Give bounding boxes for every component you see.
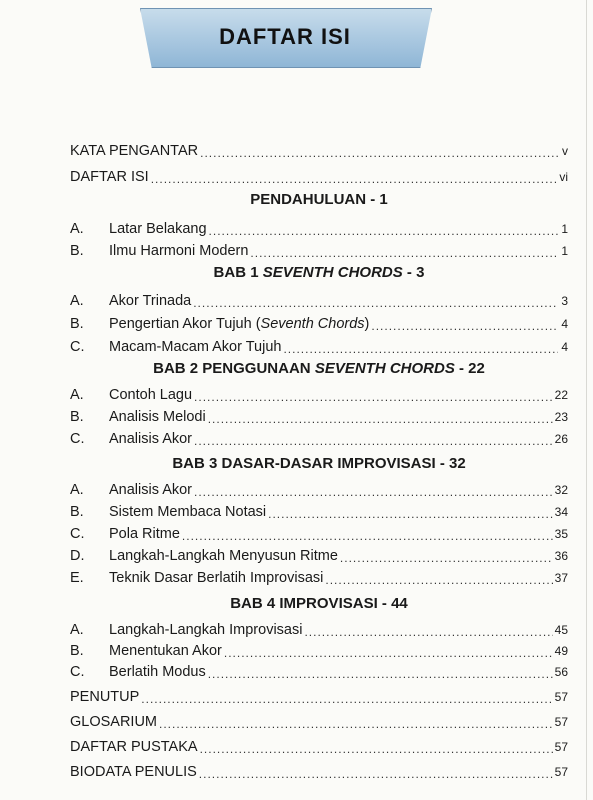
toc-entry[interactable]: [70, 640, 568, 660]
page-number: vi: [559, 170, 568, 184]
page-title: DAFTAR ISI: [219, 24, 351, 49]
leader-dots: [159, 717, 553, 731]
leader-dots: [200, 146, 558, 160]
leader-dots: [268, 507, 553, 521]
entry-letter: A.: [70, 482, 84, 498]
entry-letter: D.: [70, 548, 85, 564]
entry-label: Contoh Lagu: [109, 387, 193, 403]
page-number: 32: [554, 483, 568, 497]
page-number: 26: [554, 432, 568, 446]
page-number: 23: [554, 410, 568, 424]
section-heading-bab-3: [70, 455, 568, 472]
entry-letter: C.: [70, 431, 85, 447]
page-number: 45: [554, 623, 568, 637]
label-text: Pengertian Akor Tujuh (: [109, 316, 261, 332]
heading-italic-text: SEVENTH CHORDS: [314, 360, 455, 377]
toc-entry[interactable]: [70, 336, 568, 356]
leader-dots: [340, 551, 553, 565]
page-number: 35: [554, 527, 568, 541]
section-heading-pendahuluan: [70, 191, 568, 208]
leader-dots: [283, 342, 558, 356]
heading-page-text: - 22: [454, 360, 485, 377]
entry-letter: C.: [70, 664, 85, 680]
toc-entry[interactable]: [70, 501, 568, 521]
toc-entry[interactable]: [70, 479, 568, 499]
section-heading-bab-2: [70, 360, 568, 377]
toc-entry[interactable]: [70, 661, 568, 681]
entry-label: Analisis Melodi: [109, 409, 206, 425]
toc-entry-daftar-pustaka[interactable]: [70, 736, 568, 756]
entry-letter: A.: [70, 622, 84, 638]
entry-letter: C.: [70, 526, 85, 542]
entry-letter: B.: [70, 409, 84, 425]
page-number: 4: [561, 317, 568, 331]
label-italic-text: Seventh Chords: [260, 316, 365, 332]
leader-dots: [371, 319, 558, 333]
entry-label: Macam-Macam Akor Tujuh: [109, 339, 282, 355]
page-number: 22: [554, 388, 568, 402]
page-number: 57: [554, 765, 568, 779]
leader-dots: [182, 529, 553, 543]
entry-label: Berlatih Modus: [109, 664, 206, 680]
page-number: 4: [561, 340, 568, 354]
page-number: 36: [554, 549, 568, 563]
toc-entry-glosarium[interactable]: [70, 711, 568, 731]
page-number: 57: [554, 715, 568, 729]
toc-entry-daftar-isi[interactable]: [70, 166, 568, 186]
leader-dots: [209, 224, 558, 238]
entry-letter: A.: [70, 221, 84, 237]
leader-dots: [141, 692, 552, 706]
entry-label: Pola Ritme: [109, 526, 180, 542]
section-heading-bab-1: [70, 264, 568, 281]
page-number: 56: [554, 665, 568, 679]
heading-text: PENDAHULUAN - 1: [250, 191, 388, 208]
toc-entry[interactable]: [70, 290, 568, 310]
entry-label: [109, 315, 369, 333]
leader-dots: [208, 412, 553, 426]
entry-letter: E.: [70, 570, 84, 586]
entry-letter: A.: [70, 293, 84, 309]
entry-label: KATA PENGANTAR: [70, 143, 199, 159]
section-heading-bab-4: [70, 595, 568, 612]
page-number: 57: [554, 740, 568, 754]
leader-dots: [250, 246, 558, 260]
entry-label: Teknik Dasar Berlatih Improvisasi: [109, 570, 324, 586]
page-number: 1: [561, 244, 568, 258]
entry-label: Menentukan Akor: [109, 643, 222, 659]
leader-dots: [194, 485, 553, 499]
heading-text: BAB 1: [213, 264, 263, 281]
page-number: v: [562, 144, 568, 158]
entry-letter: C.: [70, 339, 85, 355]
entry-label: Akor Trinada: [109, 293, 192, 309]
leader-dots: [224, 646, 553, 660]
heading-text: BAB 2 PENGGUNAAN: [153, 360, 315, 377]
leader-dots: [194, 434, 553, 448]
heading-page-text: - 3: [402, 264, 425, 281]
entry-label: Sistem Membaca Notasi: [109, 504, 267, 520]
leader-dots: [200, 742, 553, 756]
page-number: 1: [561, 222, 568, 236]
label-tail-text: ): [364, 316, 370, 332]
entry-letter: B.: [70, 504, 84, 520]
entry-label: Analisis Akor: [109, 431, 193, 447]
toc-entry-kata-pengantar[interactable]: [70, 140, 568, 160]
toc-entry[interactable]: [70, 313, 568, 333]
leader-dots: [199, 767, 553, 781]
entry-label: Langkah-Langkah Menyusun Ritme: [109, 548, 338, 564]
page-number: 3: [561, 294, 568, 308]
toc-entry-biodata-penulis[interactable]: [70, 761, 568, 781]
entry-label: DAFTAR ISI: [70, 169, 149, 185]
entry-label: Latar Belakang: [109, 221, 207, 237]
entry-label: BIODATA PENULIS: [70, 764, 197, 780]
toc-entry[interactable]: [70, 240, 568, 260]
toc-entry-penutup[interactable]: [70, 686, 568, 706]
page-edge: [586, 0, 587, 800]
page-number: 37: [554, 571, 568, 585]
entry-letter: A.: [70, 387, 84, 403]
toc-entry[interactable]: [70, 567, 568, 587]
toc-entry[interactable]: [70, 406, 568, 426]
leader-dots: [193, 296, 558, 310]
leader-dots: [304, 625, 552, 639]
toc-entry[interactable]: [70, 428, 568, 448]
toc-entry[interactable]: [70, 545, 568, 565]
entry-label: Langkah-Langkah Improvisasi: [109, 622, 303, 638]
toc-entry[interactable]: [70, 384, 568, 404]
leader-dots: [208, 667, 553, 681]
entry-letter: B.: [70, 643, 84, 659]
entry-letter: B.: [70, 243, 84, 259]
entry-label: DAFTAR PUSTAKA: [70, 739, 198, 755]
toc-entry[interactable]: [70, 619, 568, 639]
entry-label: PENUTUP: [70, 689, 140, 705]
leader-dots: [194, 390, 553, 404]
entry-label: Ilmu Harmoni Modern: [109, 243, 249, 259]
heading-text: BAB 4 IMPROVISASI - 44: [230, 595, 408, 612]
entry-label: GLOSARIUM: [70, 714, 158, 730]
entry-label: Analisis Akor: [109, 482, 193, 498]
toc-entry[interactable]: [70, 523, 568, 543]
page-number: 49: [554, 644, 568, 658]
heading-italic-text: SEVENTH CHORDS: [262, 264, 403, 281]
page-number: 34: [554, 505, 568, 519]
heading-text: BAB 3 DASAR-DASAR IMPROVISASI - 32: [172, 455, 466, 472]
leader-dots: [151, 172, 558, 186]
leader-dots: [325, 573, 552, 587]
entry-letter: B.: [70, 316, 84, 332]
toc-entry[interactable]: [70, 218, 568, 238]
page-number: 57: [554, 690, 568, 704]
